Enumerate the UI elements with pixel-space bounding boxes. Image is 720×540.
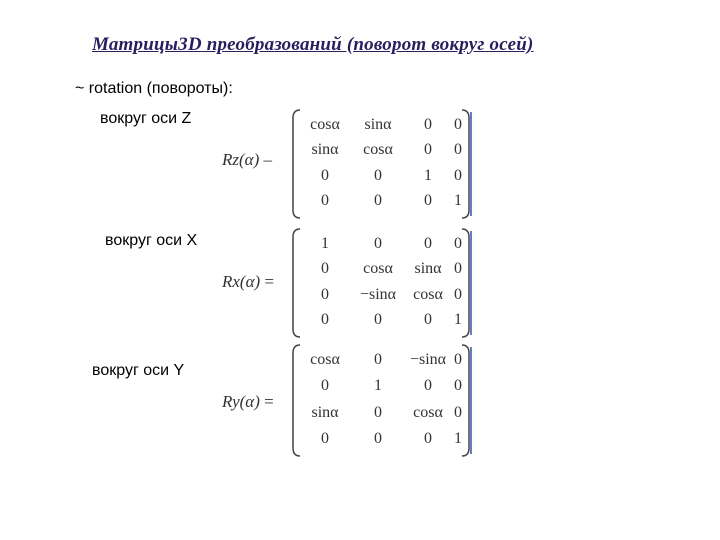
matrix-cell: 0 [374, 351, 382, 369]
formula-rx [222, 272, 274, 292]
matrix-cell: sinα [364, 115, 392, 133]
matrix-cell: sinα [414, 260, 442, 278]
matrix-cell: cosα [310, 351, 340, 369]
matrix-rx [290, 227, 472, 339]
matrix-cell: 0 [321, 260, 329, 278]
matrix-cell: 0 [424, 311, 432, 329]
formula-name: Ry(α) [222, 392, 260, 411]
matrix-cell: 0 [454, 260, 462, 278]
label-axis-y: вокруг оси Y [92, 362, 185, 379]
matrix-ry [290, 343, 472, 458]
matrix-cell: 1 [454, 192, 462, 210]
matrix-cell: 0 [321, 192, 329, 210]
matrix-cell: 0 [374, 192, 382, 210]
label-axis-z: вокруг оси Z [100, 110, 192, 127]
matrix-cell: 0 [424, 115, 432, 133]
matrix-cell: 1 [321, 234, 329, 252]
matrix-cell: 1 [424, 166, 432, 184]
matrix-cell: 0 [424, 234, 432, 252]
matrix-edge-line [470, 347, 472, 454]
matrix-cell: 0 [454, 403, 462, 421]
formula-name: Rz(α) [222, 150, 260, 169]
matrix-cell: 0 [454, 377, 462, 395]
matrix-cell: cosα [413, 403, 443, 421]
matrix-cell: 0 [321, 311, 329, 329]
slide-subtitle: ~ rotation (повороты): [75, 80, 233, 97]
matrix-cell: 0 [374, 311, 382, 329]
matrix-cell: 0 [424, 377, 432, 395]
matrix-cell: 0 [424, 429, 432, 447]
formula-ry [222, 392, 274, 412]
matrix-cell: 0 [454, 115, 462, 133]
matrix-cell: 0 [424, 192, 432, 210]
matrix-cell: cosα [413, 285, 443, 303]
matrix-cell: cosα [310, 115, 340, 133]
matrix-edge-line [470, 231, 472, 335]
matrix-cell: 0 [374, 234, 382, 252]
matrix-cell: 0 [321, 429, 329, 447]
matrix-cell: 0 [454, 166, 462, 184]
matrix-cell: 0 [454, 141, 462, 159]
matrix-edge-line [470, 112, 472, 216]
slide-title: Матрицы3D преобразований (поворот вокруг осей) [92, 34, 534, 55]
matrix-cell: 1 [454, 311, 462, 329]
matrix-cell: cosα [363, 260, 393, 278]
matrix-cell: 0 [424, 141, 432, 159]
formula-operator: = [264, 272, 275, 291]
formula-rz [222, 150, 272, 170]
label-axis-x: вокруг оси X [105, 232, 198, 249]
matrix-cell: −sinα [409, 351, 447, 369]
matrix-cell: −sinα [359, 285, 397, 303]
matrix-cell: 0 [321, 166, 329, 184]
matrix-cell: 0 [321, 285, 329, 303]
matrix-cell: 1 [454, 429, 462, 447]
matrix-cell: 0 [321, 377, 329, 395]
matrix-cell: 0 [374, 429, 382, 447]
matrix-cell: 1 [374, 377, 382, 395]
matrix-cell: 0 [374, 166, 382, 184]
matrix-cell: sinα [311, 403, 339, 421]
matrix-cell: 0 [454, 285, 462, 303]
formula-name: Rx(α) [222, 272, 261, 291]
formula-operator: = [264, 392, 274, 411]
matrix-cell: 0 [374, 403, 382, 421]
matrix-cell: 0 [454, 351, 462, 369]
matrix-cell: cosα [363, 141, 393, 159]
formula-operator: – [263, 150, 272, 169]
matrix-cell: sinα [311, 141, 339, 159]
matrix-cell: 0 [454, 234, 462, 252]
matrix-rz [290, 108, 472, 220]
